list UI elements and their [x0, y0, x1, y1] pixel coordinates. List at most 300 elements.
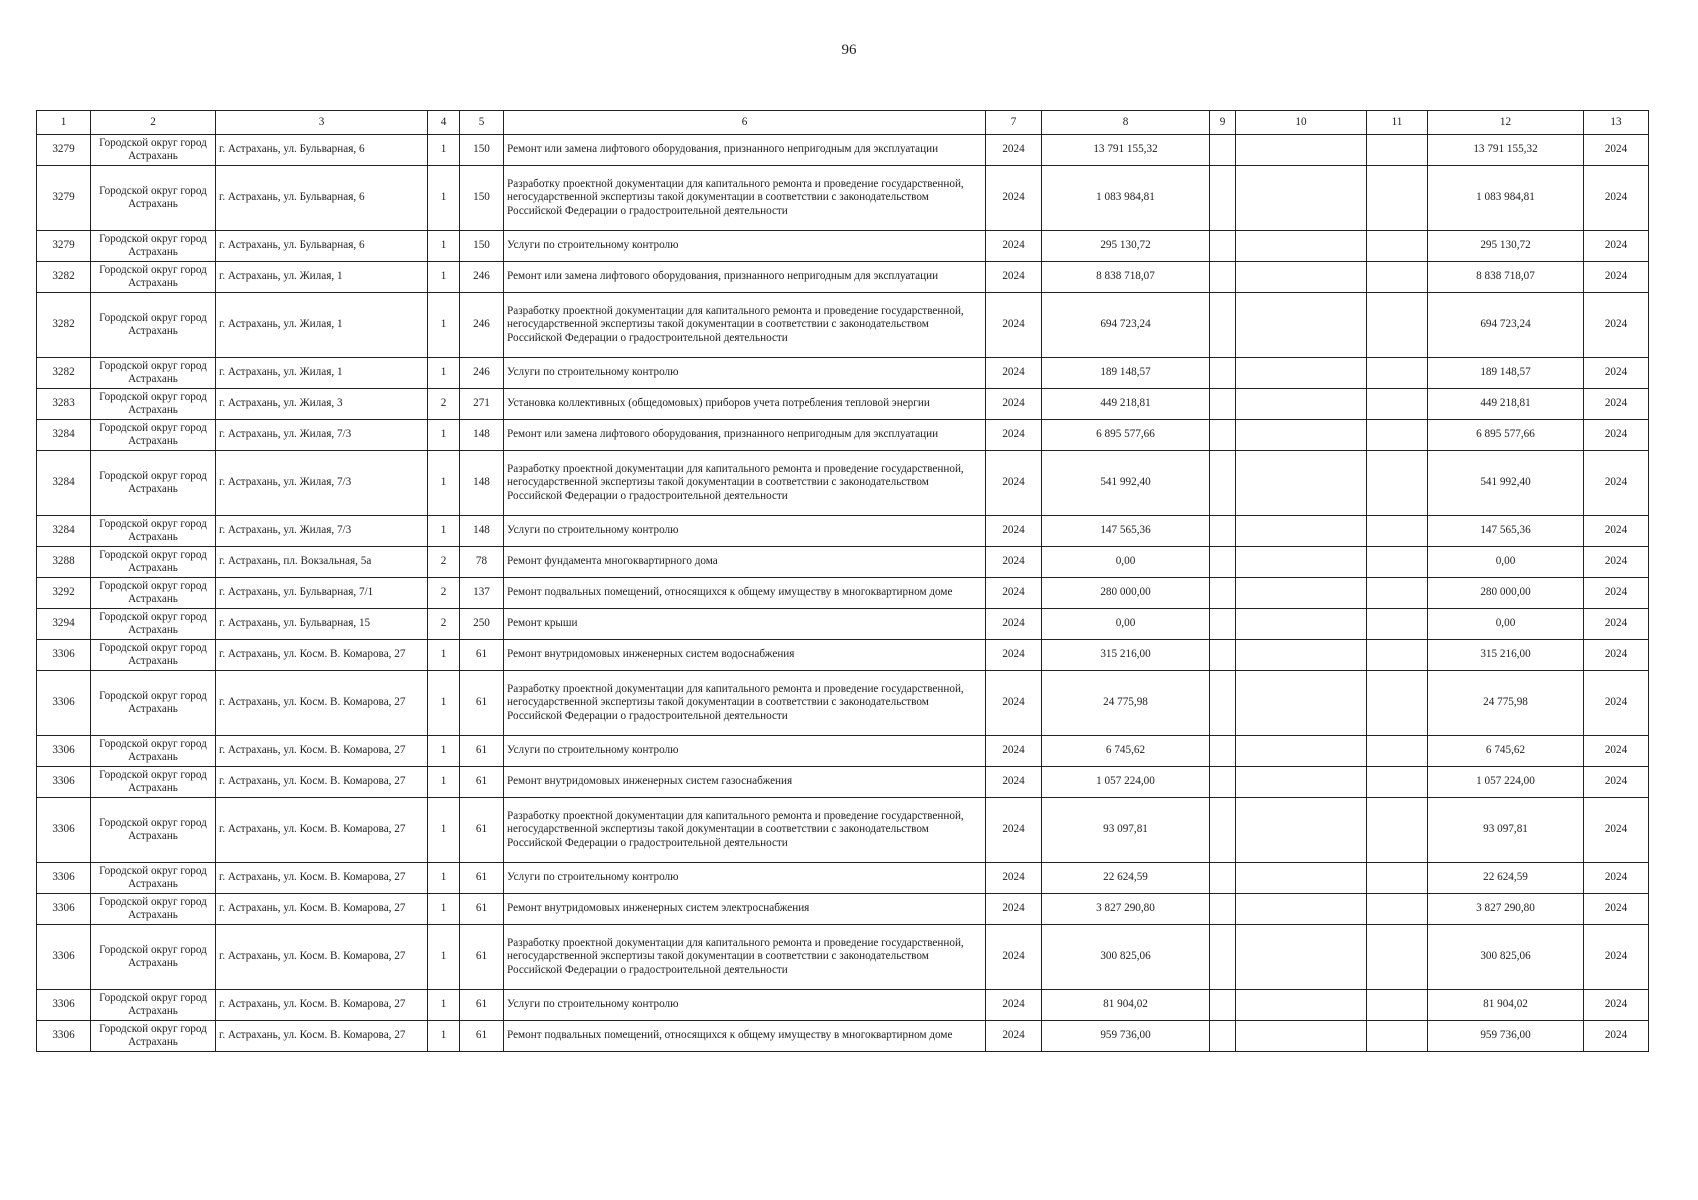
cell-district: Городской округ город Астрахань — [91, 736, 216, 767]
cell-col10 — [1236, 767, 1367, 798]
cell-work-description: Ремонт внутридомовых инженерных систем электроснабжения — [504, 894, 986, 925]
cell-col10 — [1236, 894, 1367, 925]
cell-id: 3294 — [37, 609, 91, 640]
table-row — [37, 231, 1649, 262]
cell-work-description: Ремонт подвальных помещений, относящихся к общему имуществу в многоквартирном доме — [504, 1021, 986, 1052]
cell-total: 8 838 718,07 — [1428, 262, 1584, 293]
column-header-9: 9 — [1210, 111, 1236, 135]
cell-col11 — [1367, 135, 1428, 166]
cell-col9 — [1210, 516, 1236, 547]
cell-address: г. Астрахань, пл. Вокзальная, 5а — [216, 547, 428, 578]
cell-year: 2024 — [986, 358, 1042, 389]
cell-district: Городской округ город Астрахань — [91, 135, 216, 166]
cell-cost: 147 565,36 — [1042, 516, 1210, 547]
cell-district: Городской округ город Астрахань — [91, 671, 216, 736]
cell-total: 315 216,00 — [1428, 640, 1584, 671]
cell-end-year: 2024 — [1584, 451, 1649, 516]
cell-district: Городской округ город Астрахань — [91, 262, 216, 293]
cell-col5: 137 — [460, 578, 504, 609]
cell-col5: 61 — [460, 671, 504, 736]
page-number: 96 — [841, 42, 857, 58]
cell-col10 — [1236, 293, 1367, 358]
cell-col9 — [1210, 389, 1236, 420]
cell-col10 — [1236, 990, 1367, 1021]
cell-work-description: Услуги по строительному контролю — [504, 736, 986, 767]
cell-district: Городской округ город Астрахань — [91, 358, 216, 389]
cell-col4: 1 — [428, 736, 460, 767]
cell-year: 2024 — [986, 767, 1042, 798]
cell-col9 — [1210, 358, 1236, 389]
column-header-8: 8 — [1042, 111, 1210, 135]
cell-work-description: Разработку проектной документации для капитального ремонта и проведение государственной, негосударственной экспертизы такой документации в соответствии с законодательством Российской Федерации о градостроительной деятельности — [504, 451, 986, 516]
column-header-10: 10 — [1236, 111, 1367, 135]
table-header-row — [37, 111, 1649, 135]
cell-id: 3282 — [37, 262, 91, 293]
cell-col5: 246 — [460, 358, 504, 389]
cell-district: Городской округ город Астрахань — [91, 609, 216, 640]
cell-id: 3288 — [37, 547, 91, 578]
cell-cost: 6 895 577,66 — [1042, 420, 1210, 451]
cell-end-year: 2024 — [1584, 925, 1649, 990]
cell-col11 — [1367, 863, 1428, 894]
cell-address: г. Астрахань, ул. Бульварная, 7/1 — [216, 578, 428, 609]
cell-col5: 61 — [460, 863, 504, 894]
cell-end-year: 2024 — [1584, 231, 1649, 262]
cell-cost: 0,00 — [1042, 547, 1210, 578]
cell-col11 — [1367, 166, 1428, 231]
cell-end-year: 2024 — [1584, 293, 1649, 358]
cell-address: г. Астрахань, ул. Косм. В. Комарова, 27 — [216, 798, 428, 863]
cell-id: 3306 — [37, 894, 91, 925]
cell-district: Городской округ город Астрахань — [91, 231, 216, 262]
cell-col4: 1 — [428, 767, 460, 798]
cell-total: 280 000,00 — [1428, 578, 1584, 609]
cell-cost: 1 057 224,00 — [1042, 767, 1210, 798]
cell-col10 — [1236, 262, 1367, 293]
cell-total: 295 130,72 — [1428, 231, 1584, 262]
cell-col10 — [1236, 1021, 1367, 1052]
cell-col11 — [1367, 798, 1428, 863]
cell-district: Городской округ город Астрахань — [91, 640, 216, 671]
cell-id: 3284 — [37, 451, 91, 516]
table-row — [37, 990, 1649, 1021]
cell-id: 3306 — [37, 767, 91, 798]
cell-cost: 81 904,02 — [1042, 990, 1210, 1021]
cell-col10 — [1236, 798, 1367, 863]
cell-total: 0,00 — [1428, 547, 1584, 578]
cell-work-description: Ремонт внутридомовых инженерных систем водоснабжения — [504, 640, 986, 671]
cell-col4: 1 — [428, 135, 460, 166]
cell-col4: 1 — [428, 640, 460, 671]
cell-col4: 1 — [428, 925, 460, 990]
cell-col4: 2 — [428, 578, 460, 609]
cell-year: 2024 — [986, 262, 1042, 293]
cell-cost: 449 218,81 — [1042, 389, 1210, 420]
column-header-4: 4 — [428, 111, 460, 135]
cell-total: 24 775,98 — [1428, 671, 1584, 736]
cell-col9 — [1210, 894, 1236, 925]
cell-id: 3306 — [37, 863, 91, 894]
cell-work-description: Услуги по строительному контролю — [504, 990, 986, 1021]
cell-col10 — [1236, 516, 1367, 547]
column-header-12: 12 — [1428, 111, 1584, 135]
cell-work-description: Разработку проектной документации для капитального ремонта и проведение государственной, негосударственной экспертизы такой документации в соответствии с законодательством Российской Федерации о градостроительной деятельности — [504, 798, 986, 863]
cell-cost: 24 775,98 — [1042, 671, 1210, 736]
cell-col11 — [1367, 262, 1428, 293]
cell-address: г. Астрахань, ул. Жилая, 3 — [216, 389, 428, 420]
cell-col10 — [1236, 420, 1367, 451]
cell-col9 — [1210, 1021, 1236, 1052]
cell-cost: 280 000,00 — [1042, 578, 1210, 609]
cell-year: 2024 — [986, 1021, 1042, 1052]
cell-cost: 694 723,24 — [1042, 293, 1210, 358]
table-row — [37, 671, 1649, 736]
cell-col10 — [1236, 135, 1367, 166]
table-row — [37, 389, 1649, 420]
cell-year: 2024 — [986, 925, 1042, 990]
cell-end-year: 2024 — [1584, 990, 1649, 1021]
cell-total: 959 736,00 — [1428, 1021, 1584, 1052]
cell-cost: 300 825,06 — [1042, 925, 1210, 990]
cell-col9 — [1210, 293, 1236, 358]
column-header-6: 6 — [504, 111, 986, 135]
cell-id: 3306 — [37, 671, 91, 736]
cell-work-description: Ремонт или замена лифтового оборудования, признанного непригодным для эксплуатации — [504, 135, 986, 166]
cell-col11 — [1367, 389, 1428, 420]
table-row — [37, 736, 1649, 767]
cell-col10 — [1236, 609, 1367, 640]
cell-district: Городской округ город Астрахань — [91, 767, 216, 798]
cell-id: 3306 — [37, 798, 91, 863]
cell-col11 — [1367, 420, 1428, 451]
cell-col10 — [1236, 451, 1367, 516]
cell-col11 — [1367, 925, 1428, 990]
cell-year: 2024 — [986, 293, 1042, 358]
cell-district: Городской округ город Астрахань — [91, 894, 216, 925]
cell-col11 — [1367, 1021, 1428, 1052]
cell-year: 2024 — [986, 609, 1042, 640]
cell-col11 — [1367, 767, 1428, 798]
table-row — [37, 1021, 1649, 1052]
cell-col4: 2 — [428, 609, 460, 640]
cell-total: 449 218,81 — [1428, 389, 1584, 420]
cell-col9 — [1210, 736, 1236, 767]
cell-col9 — [1210, 990, 1236, 1021]
cell-col5: 78 — [460, 547, 504, 578]
cell-cost: 959 736,00 — [1042, 1021, 1210, 1052]
cell-id: 3284 — [37, 516, 91, 547]
cell-district: Городской округ город Астрахань — [91, 166, 216, 231]
cell-id: 3306 — [37, 990, 91, 1021]
cell-col5: 148 — [460, 451, 504, 516]
cell-col10 — [1236, 389, 1367, 420]
table-row — [37, 578, 1649, 609]
cell-col4: 1 — [428, 990, 460, 1021]
cell-district: Городской округ город Астрахань — [91, 547, 216, 578]
cell-work-description: Услуги по строительному контролю — [504, 863, 986, 894]
cell-district: Городской округ город Астрахань — [91, 389, 216, 420]
cell-total: 300 825,06 — [1428, 925, 1584, 990]
cell-col4: 1 — [428, 451, 460, 516]
cell-col4: 1 — [428, 293, 460, 358]
cell-col9 — [1210, 863, 1236, 894]
table-row — [37, 640, 1649, 671]
cell-work-description: Услуги по строительному контролю — [504, 516, 986, 547]
cell-col11 — [1367, 231, 1428, 262]
cell-col10 — [1236, 358, 1367, 389]
table-row — [37, 767, 1649, 798]
cell-year: 2024 — [986, 420, 1042, 451]
cell-col9 — [1210, 640, 1236, 671]
cell-address: г. Астрахань, ул. Косм. В. Комарова, 27 — [216, 1021, 428, 1052]
cell-col9 — [1210, 609, 1236, 640]
cell-district: Городской округ город Астрахань — [91, 420, 216, 451]
cell-col4: 1 — [428, 863, 460, 894]
cell-cost: 295 130,72 — [1042, 231, 1210, 262]
cell-col9 — [1210, 671, 1236, 736]
cell-cost: 315 216,00 — [1042, 640, 1210, 671]
cell-end-year: 2024 — [1584, 516, 1649, 547]
cell-year: 2024 — [986, 451, 1042, 516]
table-row — [37, 798, 1649, 863]
cell-col5: 271 — [460, 389, 504, 420]
cell-id: 3306 — [37, 925, 91, 990]
cell-id: 3306 — [37, 640, 91, 671]
table-row — [37, 262, 1649, 293]
table-row — [37, 420, 1649, 451]
cell-end-year: 2024 — [1584, 389, 1649, 420]
cell-year: 2024 — [986, 516, 1042, 547]
table-row — [37, 863, 1649, 894]
cell-address: г. Астрахань, ул. Бульварная, 6 — [216, 135, 428, 166]
column-header-2: 2 — [91, 111, 216, 135]
cell-year: 2024 — [986, 231, 1042, 262]
cell-total: 93 097,81 — [1428, 798, 1584, 863]
cell-col11 — [1367, 293, 1428, 358]
cell-address: г. Астрахань, ул. Косм. В. Комарова, 27 — [216, 640, 428, 671]
table-row — [37, 451, 1649, 516]
cell-cost: 8 838 718,07 — [1042, 262, 1210, 293]
table-row — [37, 135, 1649, 166]
cell-work-description: Разработку проектной документации для капитального ремонта и проведение государственной, негосударственной экспертизы такой документации в соответствии с законодательством Российской Федерации о градостроительной деятельности — [504, 293, 986, 358]
cell-col5: 150 — [460, 231, 504, 262]
cell-cost: 541 992,40 — [1042, 451, 1210, 516]
cell-col10 — [1236, 925, 1367, 990]
cell-col4: 1 — [428, 166, 460, 231]
registry-table — [36, 110, 1649, 1052]
cell-id: 3284 — [37, 420, 91, 451]
cell-work-description: Ремонт или замена лифтового оборудования, признанного непригодным для эксплуатации — [504, 420, 986, 451]
cell-work-description: Ремонт подвальных помещений, относящихся к общему имуществу в многоквартирном доме — [504, 578, 986, 609]
cell-district: Городской округ город Астрахань — [91, 451, 216, 516]
cell-col11 — [1367, 609, 1428, 640]
cell-year: 2024 — [986, 863, 1042, 894]
cell-col10 — [1236, 166, 1367, 231]
cell-address: г. Астрахань, ул. Жилая, 7/3 — [216, 420, 428, 451]
cell-address: г. Астрахань, ул. Косм. В. Комарова, 27 — [216, 736, 428, 767]
cell-col9 — [1210, 767, 1236, 798]
cell-address: г. Астрахань, ул. Бульварная, 15 — [216, 609, 428, 640]
cell-address: г. Астрахань, ул. Жилая, 7/3 — [216, 516, 428, 547]
cell-col5: 61 — [460, 894, 504, 925]
cell-col11 — [1367, 578, 1428, 609]
cell-col4: 1 — [428, 671, 460, 736]
cell-district: Городской округ город Астрахань — [91, 293, 216, 358]
cell-col4: 1 — [428, 516, 460, 547]
cell-col9 — [1210, 166, 1236, 231]
cell-col4: 1 — [428, 894, 460, 925]
cell-total: 189 148,57 — [1428, 358, 1584, 389]
cell-work-description: Ремонт фундамента многоквартирного дома — [504, 547, 986, 578]
cell-col10 — [1236, 736, 1367, 767]
cell-col10 — [1236, 640, 1367, 671]
cell-id: 3282 — [37, 358, 91, 389]
cell-end-year: 2024 — [1584, 166, 1649, 231]
cell-total: 541 992,40 — [1428, 451, 1584, 516]
cell-id: 3292 — [37, 578, 91, 609]
cell-total: 1 057 224,00 — [1428, 767, 1584, 798]
cell-col5: 150 — [460, 135, 504, 166]
cell-work-description: Ремонт или замена лифтового оборудования, признанного непригодным для эксплуатации — [504, 262, 986, 293]
cell-col9 — [1210, 925, 1236, 990]
cell-district: Городской округ город Астрахань — [91, 1021, 216, 1052]
cell-col5: 61 — [460, 767, 504, 798]
cell-address: г. Астрахань, ул. Косм. В. Комарова, 27 — [216, 894, 428, 925]
cell-end-year: 2024 — [1584, 767, 1649, 798]
table-row — [37, 166, 1649, 231]
cell-district: Городской округ город Астрахань — [91, 990, 216, 1021]
cell-col4: 1 — [428, 262, 460, 293]
cell-end-year: 2024 — [1584, 863, 1649, 894]
cell-col9 — [1210, 578, 1236, 609]
cell-col9 — [1210, 135, 1236, 166]
cell-address: г. Астрахань, ул. Косм. В. Комарова, 27 — [216, 863, 428, 894]
cell-end-year: 2024 — [1584, 578, 1649, 609]
cell-total: 22 624,59 — [1428, 863, 1584, 894]
cell-year: 2024 — [986, 798, 1042, 863]
cell-id: 3282 — [37, 293, 91, 358]
cell-district: Городской округ город Астрахань — [91, 863, 216, 894]
cell-year: 2024 — [986, 389, 1042, 420]
cell-col10 — [1236, 863, 1367, 894]
table-row — [37, 516, 1649, 547]
cell-col4: 2 — [428, 547, 460, 578]
table-row — [37, 358, 1649, 389]
cell-end-year: 2024 — [1584, 894, 1649, 925]
cell-col9 — [1210, 231, 1236, 262]
cell-total: 81 904,02 — [1428, 990, 1584, 1021]
cell-district: Городской округ город Астрахань — [91, 798, 216, 863]
cell-col5: 250 — [460, 609, 504, 640]
cell-end-year: 2024 — [1584, 798, 1649, 863]
table-row — [37, 547, 1649, 578]
cell-col5: 246 — [460, 293, 504, 358]
column-header-11: 11 — [1367, 111, 1428, 135]
cell-cost: 22 624,59 — [1042, 863, 1210, 894]
cell-work-description: Услуги по строительному контролю — [504, 358, 986, 389]
cell-col9 — [1210, 451, 1236, 516]
cell-year: 2024 — [986, 990, 1042, 1021]
cell-work-description: Услуги по строительному контролю — [504, 231, 986, 262]
cell-total: 3 827 290,80 — [1428, 894, 1584, 925]
cell-col9 — [1210, 547, 1236, 578]
cell-col9 — [1210, 262, 1236, 293]
column-header-3: 3 — [216, 111, 428, 135]
cell-col4: 1 — [428, 420, 460, 451]
column-header-13: 13 — [1584, 111, 1649, 135]
cell-district: Городской округ город Астрахань — [91, 516, 216, 547]
cell-work-description: Ремонт крыши — [504, 609, 986, 640]
cell-col11 — [1367, 894, 1428, 925]
cell-col11 — [1367, 736, 1428, 767]
cell-end-year: 2024 — [1584, 358, 1649, 389]
table-row — [37, 925, 1649, 990]
cell-cost: 6 745,62 — [1042, 736, 1210, 767]
cell-address: г. Астрахань, ул. Косм. В. Комарова, 27 — [216, 671, 428, 736]
cell-col4: 1 — [428, 358, 460, 389]
cell-col5: 150 — [460, 166, 504, 231]
cell-id: 3283 — [37, 389, 91, 420]
cell-address: г. Астрахань, ул. Бульварная, 6 — [216, 231, 428, 262]
table-row — [37, 293, 1649, 358]
cell-total: 1 083 984,81 — [1428, 166, 1584, 231]
cell-year: 2024 — [986, 736, 1042, 767]
cell-district: Городской округ город Астрахань — [91, 925, 216, 990]
cell-end-year: 2024 — [1584, 547, 1649, 578]
cell-col5: 61 — [460, 925, 504, 990]
cell-total: 147 565,36 — [1428, 516, 1584, 547]
cell-work-description: Разработку проектной документации для капитального ремонта и проведение государственной, негосударственной экспертизы такой документации в соответствии с законодательством Российской Федерации о градостроительной деятельности — [504, 166, 986, 231]
cell-work-description: Разработку проектной документации для капитального ремонта и проведение государственной, негосударственной экспертизы такой документации в соответствии с законодательством Российской Федерации о градостроительной деятельности — [504, 671, 986, 736]
cell-year: 2024 — [986, 578, 1042, 609]
cell-end-year: 2024 — [1584, 1021, 1649, 1052]
cell-work-description: Разработку проектной документации для капитального ремонта и проведение государственной, негосударственной экспертизы такой документации в соответствии с законодательством Российской Федерации о градостроительной деятельности — [504, 925, 986, 990]
cell-col11 — [1367, 451, 1428, 516]
column-header-1: 1 — [37, 111, 91, 135]
cell-col5: 246 — [460, 262, 504, 293]
cell-cost: 0,00 — [1042, 609, 1210, 640]
cell-col5: 61 — [460, 736, 504, 767]
cell-col11 — [1367, 671, 1428, 736]
cell-id: 3306 — [37, 1021, 91, 1052]
cell-col4: 1 — [428, 1021, 460, 1052]
cell-total: 0,00 — [1428, 609, 1584, 640]
cell-col5: 61 — [460, 1021, 504, 1052]
cell-col10 — [1236, 578, 1367, 609]
cell-col11 — [1367, 990, 1428, 1021]
cell-id: 3279 — [37, 231, 91, 262]
cell-total: 13 791 155,32 — [1428, 135, 1584, 166]
cell-address: г. Астрахань, ул. Косм. В. Комарова, 27 — [216, 990, 428, 1021]
cell-end-year: 2024 — [1584, 671, 1649, 736]
cell-col11 — [1367, 516, 1428, 547]
cell-id: 3279 — [37, 135, 91, 166]
cell-col11 — [1367, 547, 1428, 578]
cell-end-year: 2024 — [1584, 135, 1649, 166]
cell-col11 — [1367, 640, 1428, 671]
cell-col5: 61 — [460, 990, 504, 1021]
cell-id: 3279 — [37, 166, 91, 231]
cell-col4: 1 — [428, 231, 460, 262]
cell-total: 6 895 577,66 — [1428, 420, 1584, 451]
table-row — [37, 894, 1649, 925]
cell-year: 2024 — [986, 640, 1042, 671]
cell-year: 2024 — [986, 671, 1042, 736]
cell-col10 — [1236, 547, 1367, 578]
cell-total: 6 745,62 — [1428, 736, 1584, 767]
cell-work-description: Установка коллективных (общедомовых) приборов учета потребления тепловой энергии — [504, 389, 986, 420]
cell-address: г. Астрахань, ул. Жилая, 1 — [216, 293, 428, 358]
